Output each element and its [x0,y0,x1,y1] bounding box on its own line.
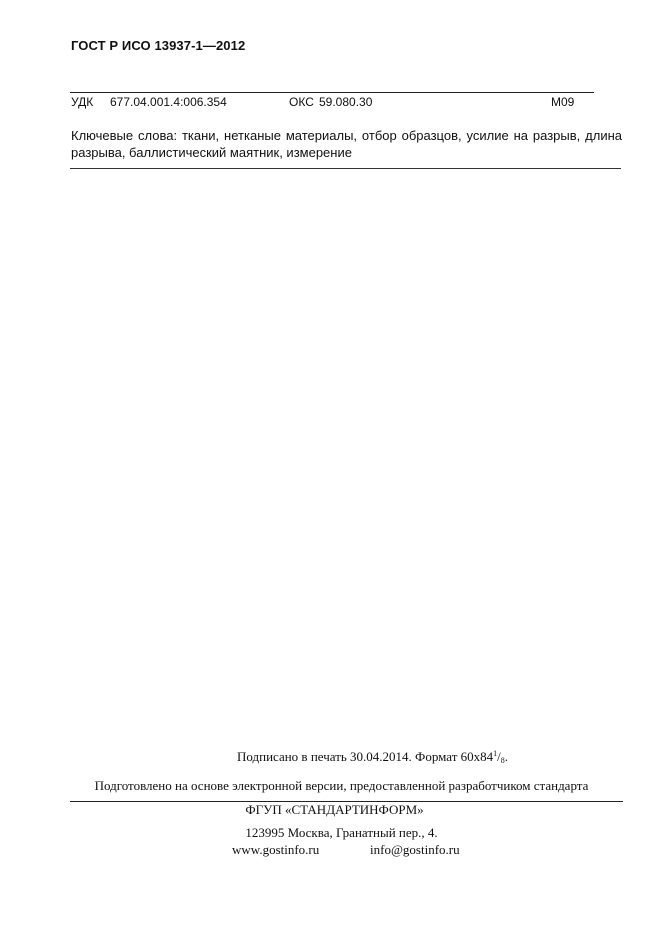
format-denominator: 8 [500,756,505,765]
oks-code: 59.080.30 [319,95,373,109]
classification-top-rule [70,92,594,93]
udc-code: 677.04.001.4:006.354 [110,95,227,109]
udc-label: УДК [71,95,94,109]
publisher-name: ФГУП «СТАНДАРТИНФОРМ» [245,802,424,817]
keywords-text: Ключевые слова: ткани, нетканые материалы, отбор образцов, усилие на разрыв, длина разрыва, баллистический маятник, измерение [71,128,622,160]
publisher-address: 123995 Москва, Гранатный пер., 4. [245,825,438,840]
format-suffix: . [504,749,509,764]
format-numerator: 1 [493,749,498,758]
standard-designation: ГОСТ Р ИСО 13937-1—2012 [71,38,246,53]
oks-label: ОКС [289,95,314,109]
prepared-note: Подготовлено на основе электронной версии, предоставленной разработчиком стандарта [94,778,589,793]
signed-to-print-text: Подписано в печать 30.04.2014. Формат 60х84 [236,749,494,764]
signed-to-print-line: Подписано в печать 30.04.2014. Формат $60х84^1/_8$. [236,749,509,765]
imprint-rule [70,801,623,802]
classification-code: М09 [551,95,575,109]
email-link[interactable]: info@gostinfo.ru [370,842,460,857]
website-link[interactable]: www.gostinfo.ru [232,842,320,857]
keywords-bottom-rule [70,168,621,169]
